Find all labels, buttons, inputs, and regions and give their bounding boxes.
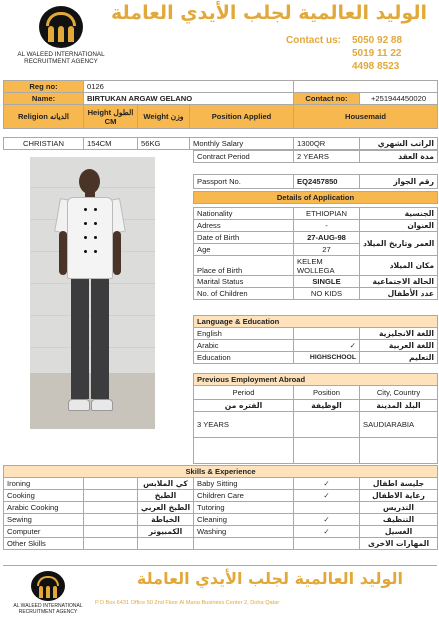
height-label: Height الطول CM xyxy=(84,105,138,129)
dob-label: Date of Birth xyxy=(194,232,294,244)
marital-label: Marital Status xyxy=(194,276,294,288)
header xyxy=(3,2,437,78)
education-label-ar: التعليم xyxy=(360,352,438,364)
skill-ironing-label-ar: كي الملابس xyxy=(138,478,194,490)
reg-no-value: 0126 xyxy=(84,81,294,93)
skill-sewing-label-ar: الخياطة xyxy=(138,514,194,526)
arabic-label: Arabic xyxy=(194,340,294,352)
skill-washing-label-ar: الغسيل xyxy=(360,526,438,538)
skill-babysitting-label-ar: جليسة اطفال xyxy=(360,478,438,490)
employment-country-label-ar: البلد المدينة xyxy=(360,400,438,412)
religion-label: Religion الديانه xyxy=(4,105,84,129)
children-label-ar: عدد الأطفال xyxy=(360,288,438,300)
passport-label: Passport No. xyxy=(194,175,294,189)
nationality-label-ar: الجنسية xyxy=(360,208,438,220)
phone-number: 4498 8523 xyxy=(352,61,400,72)
marital-value: SINGLE xyxy=(294,276,360,288)
applicant-photo xyxy=(30,157,155,429)
footer-logo xyxy=(9,570,87,616)
employment-position-label-ar: الوظيفة xyxy=(294,400,360,412)
address-value: - xyxy=(294,220,360,232)
salary-label-ar: الراتب الشهري xyxy=(360,138,438,150)
position-label: Position Applied xyxy=(190,105,294,129)
position-value: Housemaid xyxy=(294,105,438,129)
skill-washing-check-icon: ✓ xyxy=(294,526,360,538)
passport-value: EQ2457850 xyxy=(294,175,360,189)
employment-period-label: Period xyxy=(194,386,294,400)
contract-table xyxy=(193,150,438,189)
footer-agency-title: الوليد العالمية لجلب الأيدي العاملة xyxy=(136,569,403,588)
skill-washing-label: Washing xyxy=(194,526,294,538)
address-label: Adress xyxy=(194,220,294,232)
employment-period-value: 3 YEARS xyxy=(194,412,294,438)
reg-no-label: Reg no: xyxy=(4,81,84,93)
skill-cleaning-label: Cleaning xyxy=(194,514,294,526)
nationality-label: Nationality xyxy=(194,208,294,220)
skill-tutoring-label: Tutoring xyxy=(194,502,294,514)
salary-value: 1300QR xyxy=(294,138,360,150)
job-info-table xyxy=(3,137,438,150)
phone-number: 5019 11 22 xyxy=(352,48,402,59)
employment-heading: Previous Employment Abroad xyxy=(194,374,438,386)
employment-position-value xyxy=(294,412,360,438)
nationality-value: ETHIOPIAN xyxy=(294,208,360,220)
dob-value: 27-AUG-98 xyxy=(294,232,360,244)
skill-tutoring-check xyxy=(294,502,360,514)
applicant-summary-table xyxy=(3,80,438,129)
weight-label: Weight وزن xyxy=(138,105,190,129)
skill-childcare-label: Children Care xyxy=(194,490,294,502)
religion-value: CHRISTIAN xyxy=(4,138,84,150)
employment-country-value: SAUDIARABIA xyxy=(360,412,438,438)
skill-cleaning-label-ar: التنظيف xyxy=(360,514,438,526)
age-value: 27 xyxy=(294,244,360,256)
address-label-ar: العنوان xyxy=(360,220,438,232)
logo-emblem-icon xyxy=(29,570,67,602)
dob-label-ar: العمر وتاريخ الميلاد xyxy=(360,232,438,256)
employment-table xyxy=(193,373,438,464)
skill-ironing-label: Ironing xyxy=(4,478,84,490)
skill-tutoring-label-ar: التدريس xyxy=(360,502,438,514)
skill-babysitting-label: Baby Sitting xyxy=(194,478,294,490)
skill-arabic-cooking-label-ar: الطبخ العربي xyxy=(138,502,194,514)
footer-address: P.O Box 6431 Office 50 2nd Floor Al Mana Business Center 2, Doha Qatar xyxy=(95,600,280,606)
skill-cooking-label-ar: الطبخ xyxy=(138,490,194,502)
skills-heading: Skills & Experience xyxy=(4,466,438,478)
skill-computer-label: Computer xyxy=(4,526,84,538)
skill-computer-label-ar: الكمبيوتر xyxy=(138,526,194,538)
language-heading: Language & Education xyxy=(194,316,438,328)
other-skills-label: Other Skills xyxy=(4,538,84,550)
employment-period-label-ar: الفتره من xyxy=(194,400,294,412)
height-value: 154CM xyxy=(84,138,138,150)
marital-label-ar: الحالة الاجتماعية xyxy=(360,276,438,288)
employment-position-label: Position xyxy=(294,386,360,400)
weight-value: 56KG xyxy=(138,138,190,150)
name-value: BIRTUKAN ARGAW GELANO xyxy=(84,93,294,105)
skill-childcare-label-ar: رعاية الاطفال xyxy=(360,490,438,502)
english-label-ar: اللغة الانجليزية xyxy=(360,328,438,340)
agency-logo xyxy=(11,4,111,74)
skill-sewing-label: Sewing xyxy=(4,514,84,526)
phone-list xyxy=(352,34,402,73)
skill-cleaning-check-icon: ✓ xyxy=(294,514,360,526)
birthplace-value: KELEM WOLLEGA xyxy=(294,256,360,276)
employment-country-label: City, Country xyxy=(360,386,438,400)
footer xyxy=(3,565,437,617)
logo-text: AL WALEED INTERNATIONAL RECRUITMENT AGENCY xyxy=(17,51,105,65)
name-label: Name: xyxy=(4,93,84,105)
application-heading: Details of Application xyxy=(194,192,438,204)
skill-childcare-check-icon: ✓ xyxy=(294,490,360,502)
skill-arabic-cooking-label: Arabic Cooking xyxy=(4,502,84,514)
arabic-label-ar: اللغة العربية xyxy=(360,340,438,352)
arabic-check-icon: ✓ xyxy=(294,340,360,352)
birthplace-label: Place of Birth xyxy=(194,256,294,276)
language-education-table xyxy=(193,315,438,364)
skills-table xyxy=(3,465,438,550)
salary-label: Monthly Salary xyxy=(190,138,294,150)
contact-no-label: Contact no: xyxy=(294,93,360,105)
skill-cooking-label: Cooking xyxy=(4,490,84,502)
application-details-table xyxy=(193,191,438,300)
footer-logo-text: AL WALEED INTERNATIONAL RECRUITMENT AGENCY xyxy=(13,603,83,615)
english-check xyxy=(294,328,360,340)
period-label-ar: مدة العقد xyxy=(360,151,438,163)
period-value: 2 YEARS xyxy=(294,151,360,163)
logo-emblem-icon xyxy=(36,4,86,50)
education-value: HIGHSCHOOL xyxy=(294,352,360,364)
period-label: Contract Period xyxy=(194,151,294,163)
agency-title: الوليد العالمية لجلب الأيدي العاملة xyxy=(111,2,427,24)
passport-label-ar: رقم الجواز xyxy=(360,175,438,189)
education-label: Education xyxy=(194,352,294,364)
skill-babysitting-check-icon: ✓ xyxy=(294,478,360,490)
birthplace-label-ar: مكان الميلاد xyxy=(360,256,438,276)
other-skills-label-ar: المهارات الاخرى xyxy=(360,538,438,550)
contact-no-value: +251944450020 xyxy=(360,93,438,105)
children-value: NO KIDS xyxy=(294,288,360,300)
contact-label: Contact us: xyxy=(286,35,341,46)
phone-number: 5050 92 88 xyxy=(352,35,403,46)
age-label: Age xyxy=(194,244,294,256)
english-label: English xyxy=(194,328,294,340)
children-label: No. of Children xyxy=(194,288,294,300)
